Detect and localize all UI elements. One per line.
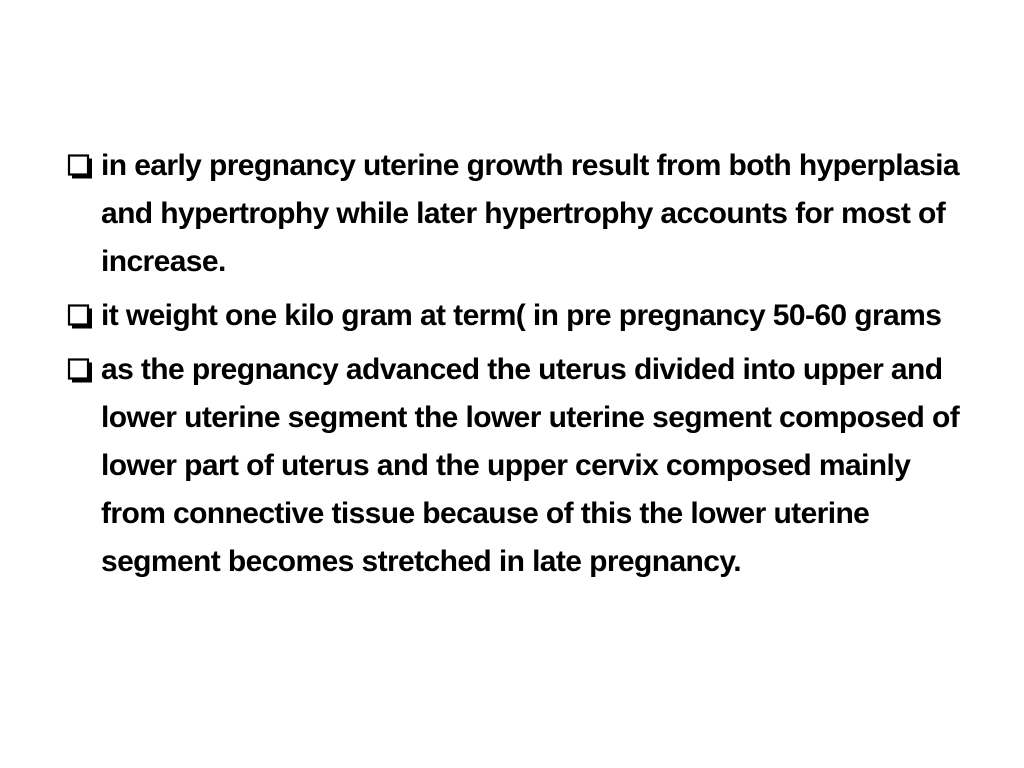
bullet-item	[60, 142, 970, 286]
bullet-text: in early pregnancy uterine growth result from both hyperplasia and hypertrophy while later hypertrophy accounts for most of increase.	[101, 149, 959, 278]
bullet-list	[60, 142, 970, 592]
bullet-text: it weight one kilo gram at term( in pre pregnancy 50-60 grams	[101, 299, 942, 332]
bullet-item	[60, 292, 970, 340]
bullet-text: as the pregnancy advanced the uterus divided into upper and lower uterine segment the lower uterine segment composed of lower part of uterus and the upper cervix composed mainly from connective tissue because of this the lower uterine segment becomes stretched in late pregnancy.	[101, 353, 960, 578]
bullet-item	[60, 346, 970, 586]
hollow-square-bullet-icon	[63, 154, 93, 180]
hollow-square-bullet-icon	[63, 358, 93, 384]
hollow-square-bullet-icon	[63, 304, 93, 330]
